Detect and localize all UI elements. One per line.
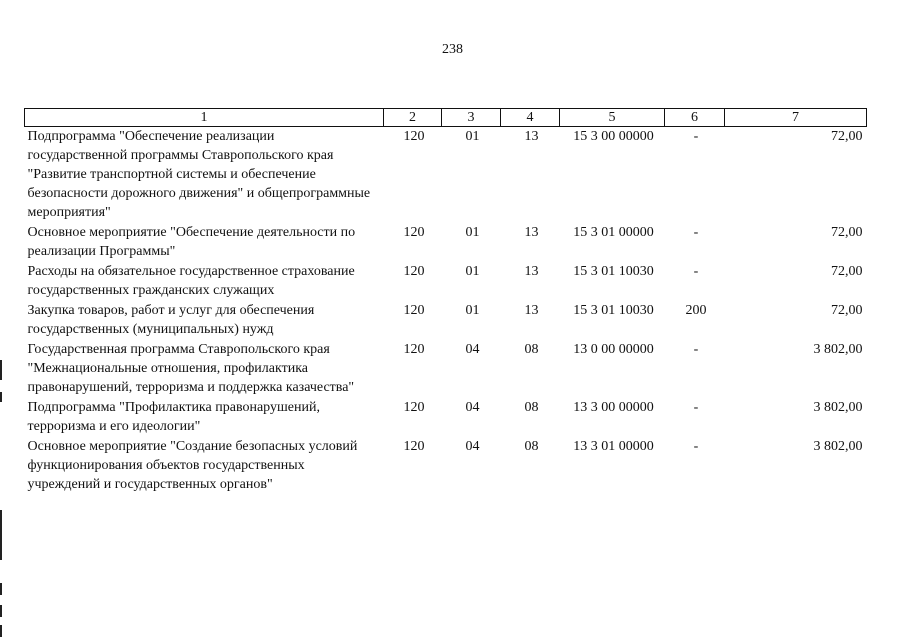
row-expense-type: - xyxy=(693,264,699,279)
row-target-article: 13 0 00 00000 xyxy=(573,342,654,357)
row-name: Подпрограмма "Обеспечение реализации государственной программы Ставропольского края "Развитие транспортной системы и обеспечение безопасности дорожного движения" и общепрограммные мероприятия" xyxy=(27,129,371,220)
row-subsection: 13 xyxy=(524,264,539,279)
row-section: 04 xyxy=(465,400,480,415)
row-code: 120 xyxy=(403,129,425,144)
row-target-article: 13 3 00 00000 xyxy=(573,400,654,415)
row-expense-type: - xyxy=(693,129,699,144)
column-header-2: 2 xyxy=(384,109,442,127)
row-subsection: 13 xyxy=(524,129,539,144)
row-expense-type: - xyxy=(693,439,699,454)
row-code: 120 xyxy=(403,400,425,415)
row-amount: 72,00 xyxy=(831,129,863,144)
row-section: 01 xyxy=(465,303,480,318)
column-header-6: 6 xyxy=(665,109,725,127)
scan-edge-mark xyxy=(0,392,2,402)
row-section: 01 xyxy=(465,264,480,279)
row-expense-type: - xyxy=(693,400,699,415)
row-amount: 3 802,00 xyxy=(813,342,863,357)
column-header-3: 3 xyxy=(442,109,501,127)
row-section: 01 xyxy=(465,225,480,240)
row-amount: 3 802,00 xyxy=(813,400,863,415)
row-code: 120 xyxy=(403,303,425,318)
column-header-7: 7 xyxy=(725,109,867,127)
row-code: 120 xyxy=(403,342,425,357)
row-name: Закупка товаров, работ и услуг для обеспечения государственных (муниципальных) нужд xyxy=(27,303,315,337)
row-code: 120 xyxy=(403,225,425,240)
row-section: 01 xyxy=(465,129,480,144)
row-amount: 72,00 xyxy=(831,225,863,240)
table-row xyxy=(25,223,867,262)
table-header-row xyxy=(25,109,867,127)
row-target-article: 15 3 01 00000 xyxy=(573,225,654,240)
row-subsection: 13 xyxy=(524,225,539,240)
row-name: Основное мероприятие "Создание безопасных условий функционирования объектов государственных учреждений и государственных органов" xyxy=(27,439,358,492)
row-target-article: 15 3 00 00000 xyxy=(573,129,654,144)
table-row xyxy=(25,301,867,340)
row-code: 120 xyxy=(403,439,425,454)
row-code: 120 xyxy=(403,264,425,279)
row-subsection: 13 xyxy=(524,303,539,318)
page-number: 238 xyxy=(442,42,463,57)
row-section: 04 xyxy=(465,439,480,454)
row-expense-type: 200 xyxy=(685,303,707,318)
column-header-5: 5 xyxy=(560,109,665,127)
row-name: Основное мероприятие "Обеспечение деятельности по реализации Программы" xyxy=(27,225,356,259)
row-section: 04 xyxy=(465,342,480,357)
scan-edge-mark xyxy=(0,605,2,617)
column-header-1: 1 xyxy=(25,109,384,127)
scan-edge-mark xyxy=(0,583,2,595)
table-row xyxy=(25,127,867,224)
budget-table xyxy=(24,108,867,495)
row-amount: 72,00 xyxy=(831,264,863,279)
row-expense-type: - xyxy=(693,225,699,240)
row-name: Государственная программа Ставропольского края "Межнациональные отношения, профилактика правонарушений, терроризма и поддержка казачества" xyxy=(27,342,355,395)
table-row xyxy=(25,262,867,301)
scan-edge-mark xyxy=(0,360,2,380)
row-target-article: 15 3 01 10030 xyxy=(573,264,654,279)
row-subsection: 08 xyxy=(524,400,539,415)
table-row xyxy=(25,437,867,495)
row-subsection: 08 xyxy=(524,439,539,454)
row-target-article: 13 3 01 00000 xyxy=(573,439,654,454)
column-header-4: 4 xyxy=(501,109,560,127)
row-target-article: 15 3 01 10030 xyxy=(573,303,654,318)
row-subsection: 08 xyxy=(524,342,539,357)
row-name: Подпрограмма "Профилактика правонарушений, терроризма и его идеологии" xyxy=(27,400,320,434)
table-row xyxy=(25,340,867,398)
row-name: Расходы на обязательное государственное страхование государственных гражданских служащих xyxy=(27,264,355,298)
table-row xyxy=(25,398,867,437)
scan-edge-mark xyxy=(0,625,2,637)
scan-edge-mark xyxy=(0,510,2,560)
row-expense-type: - xyxy=(693,342,699,357)
row-amount: 3 802,00 xyxy=(813,439,863,454)
row-amount: 72,00 xyxy=(831,303,863,318)
